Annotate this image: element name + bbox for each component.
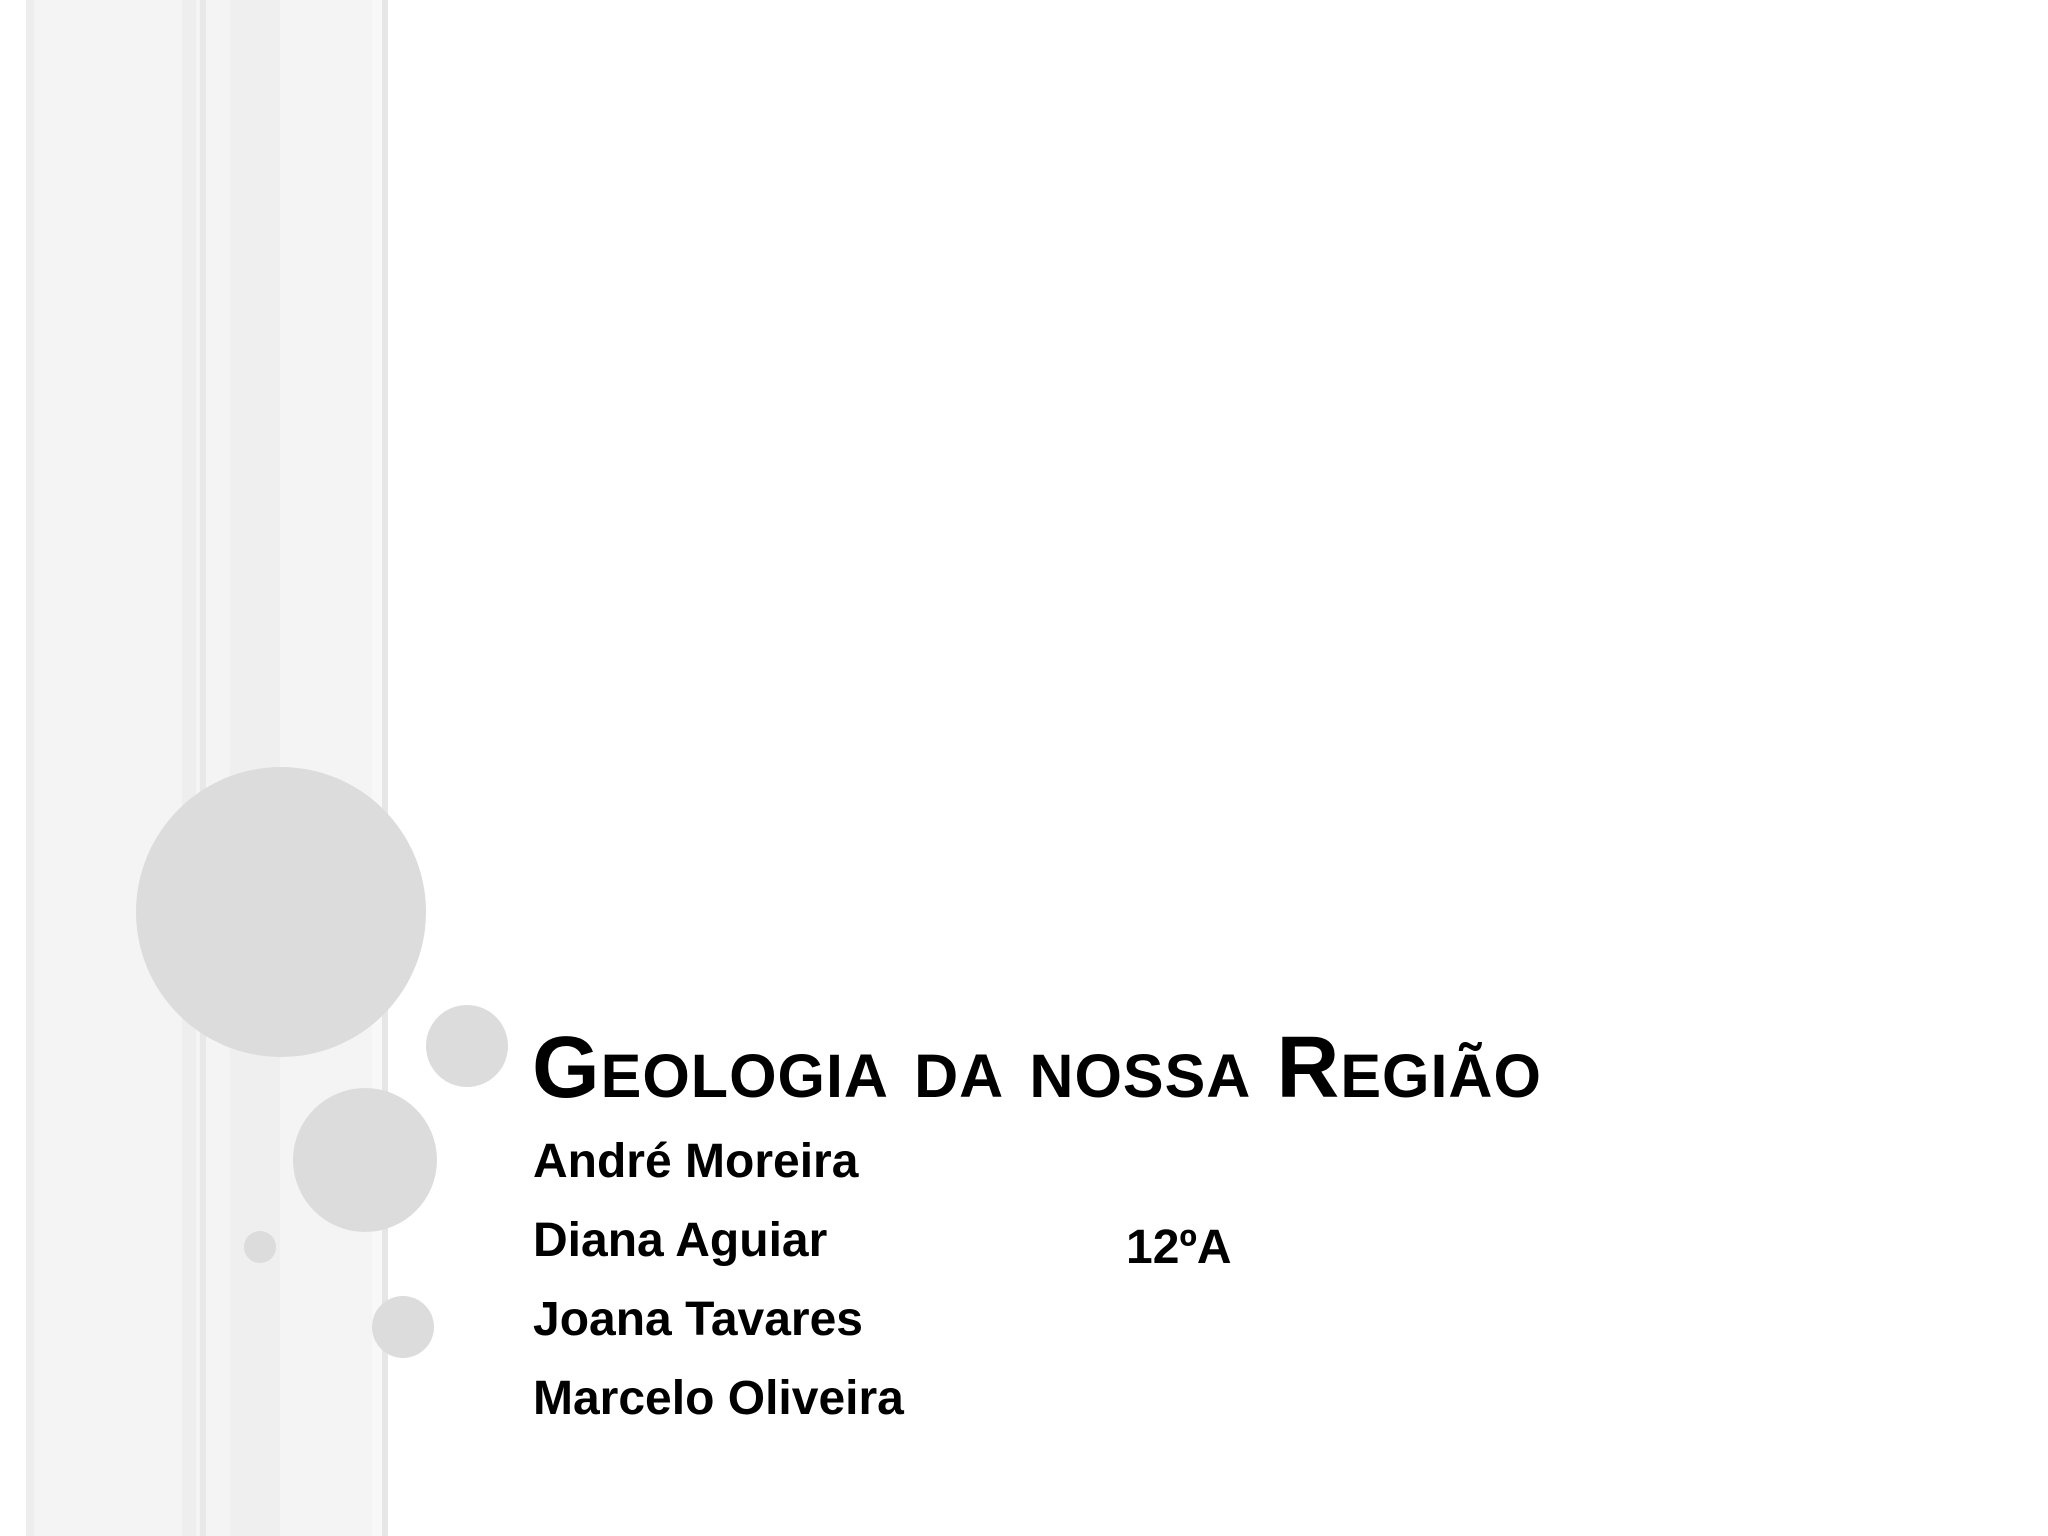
slide-title: Geologia da nossa Região [532, 1019, 1542, 1116]
decorative-circle-tiny [244, 1231, 276, 1263]
sidebar-stripe [182, 0, 196, 1536]
author-list [533, 1128, 904, 1444]
decorative-circle-large [136, 767, 426, 1057]
decorative-circle-small [372, 1296, 434, 1358]
author-name: Joana Tavares [533, 1293, 863, 1346]
sidebar-stripe [200, 0, 206, 1536]
class-label: 12ºA [1126, 1221, 1232, 1274]
decorative-circle-small [426, 1005, 508, 1087]
decorative-circle-medium [293, 1088, 437, 1232]
sidebar-stripe [26, 0, 388, 1536]
author-name: Marcelo Oliveira [533, 1372, 904, 1425]
sidebar-stripe [26, 0, 34, 1536]
author-name: Diana Aguiar [533, 1214, 828, 1267]
author-name: André Moreira [533, 1135, 859, 1188]
